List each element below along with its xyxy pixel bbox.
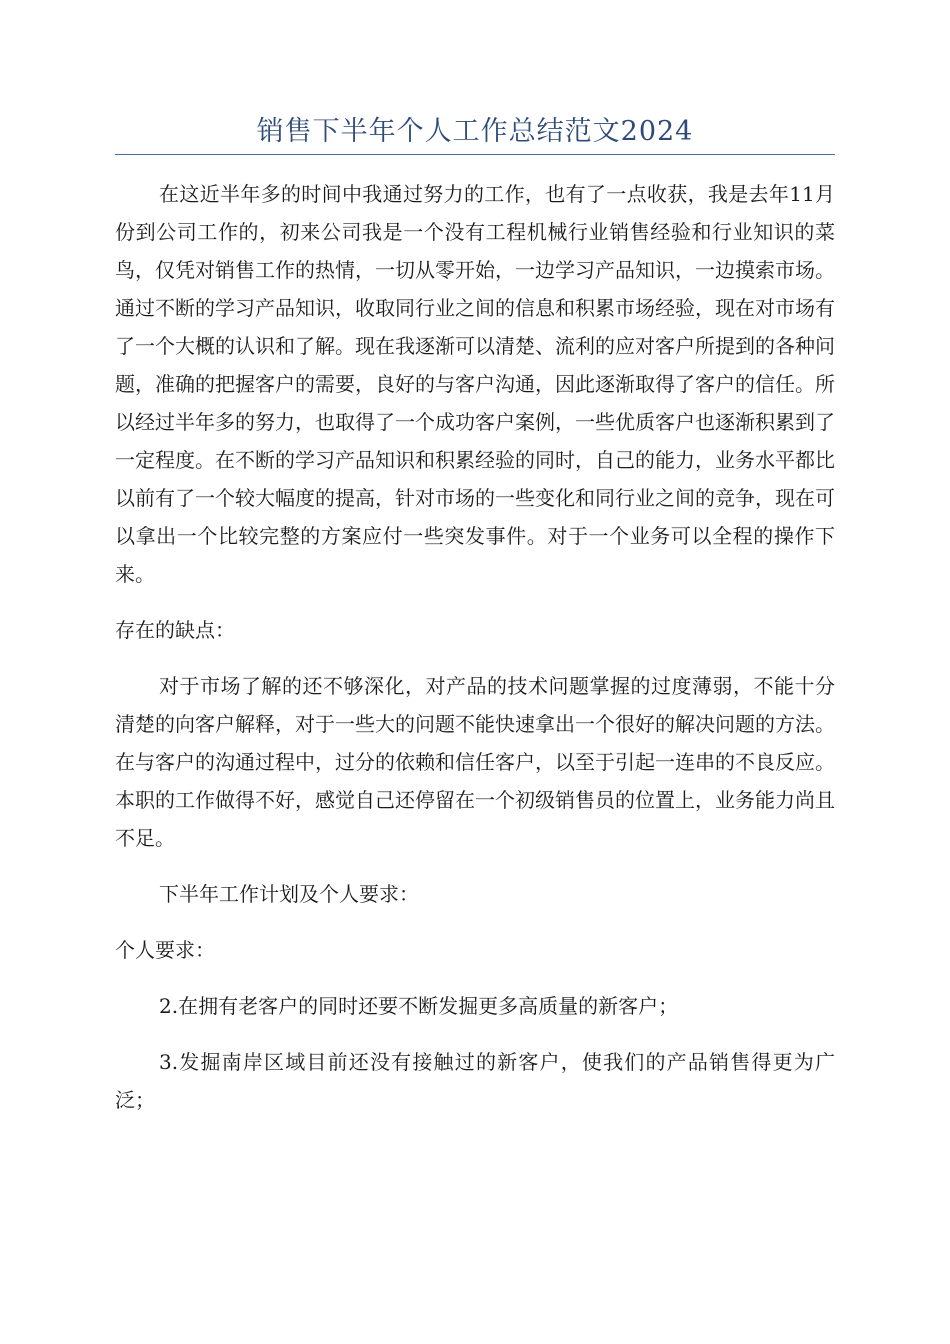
document-body bbox=[115, 175, 835, 1137]
list-item-3: 3.发掘南岸区域目前还没有接触过的新客户，使我们的产品销售得更为广泛； bbox=[115, 1050, 835, 1112]
title-underline bbox=[115, 154, 835, 155]
paragraph-shortcomings: 对于市场了解的还不够深化，对产品的技术问题掌握的过度薄弱，不能十分清楚的向客户解释，对于一些大的问题不能快速拿出一个很好的解决问题的方法。在与客户的沟通过程中，过分的依赖和信任客户，以至于引起一连串的不良反应。本职的工作做得不好，感觉自己还停留在一个初级销售员的位置上，业务能力尚且不足。 bbox=[115, 674, 835, 850]
section-heading-shortcomings: 存在的缺点： bbox=[115, 618, 235, 642]
document-title: 销售下半年个人工作总结范文2024 bbox=[256, 116, 694, 147]
section-heading-plan: 下半年工作计划及个人要求： bbox=[159, 882, 419, 906]
paragraph-intro: 在这近半年多的时间中我通过努力的工作，也有了一点收获，我是去年11月份到公司工作的，初来公司我是一个没有工程机械行业销售经验和行业知识的菜鸟，仅凭对销售工作的热情，一切从零开始，一边学习产品知识，一边摸索市场。通过不断的学习产品知识，收取同行业之间的信息和积累市场经验，现在对市场有了一个大概的认识和了解。现在我逐渐可以清楚、流利的应对客户所提到的各种问题，准确的把握客户的需要，良好的与客户沟通，因此逐渐取得了客户的信任。所以经过半年多的努力，也取得了一个成功客户案例，一些优质客户也逐渐积累到了一定程度。在不断的学习产品知识和积累经验的同时，自己的能力，业务水平都比以前有了一个较大幅度的提高，针对市场的一些变化和同行业之间的竞争，现在可以拿出一个比较完整的方案应付一些突发事件。对于一个业务可以全程的操作下来。 bbox=[115, 182, 835, 586]
list-item-2: 2.在拥有老客户的同时还要不断发掘更多高质量的新客户； bbox=[159, 994, 679, 1018]
section-heading-requirements: 个人要求： bbox=[115, 938, 215, 962]
